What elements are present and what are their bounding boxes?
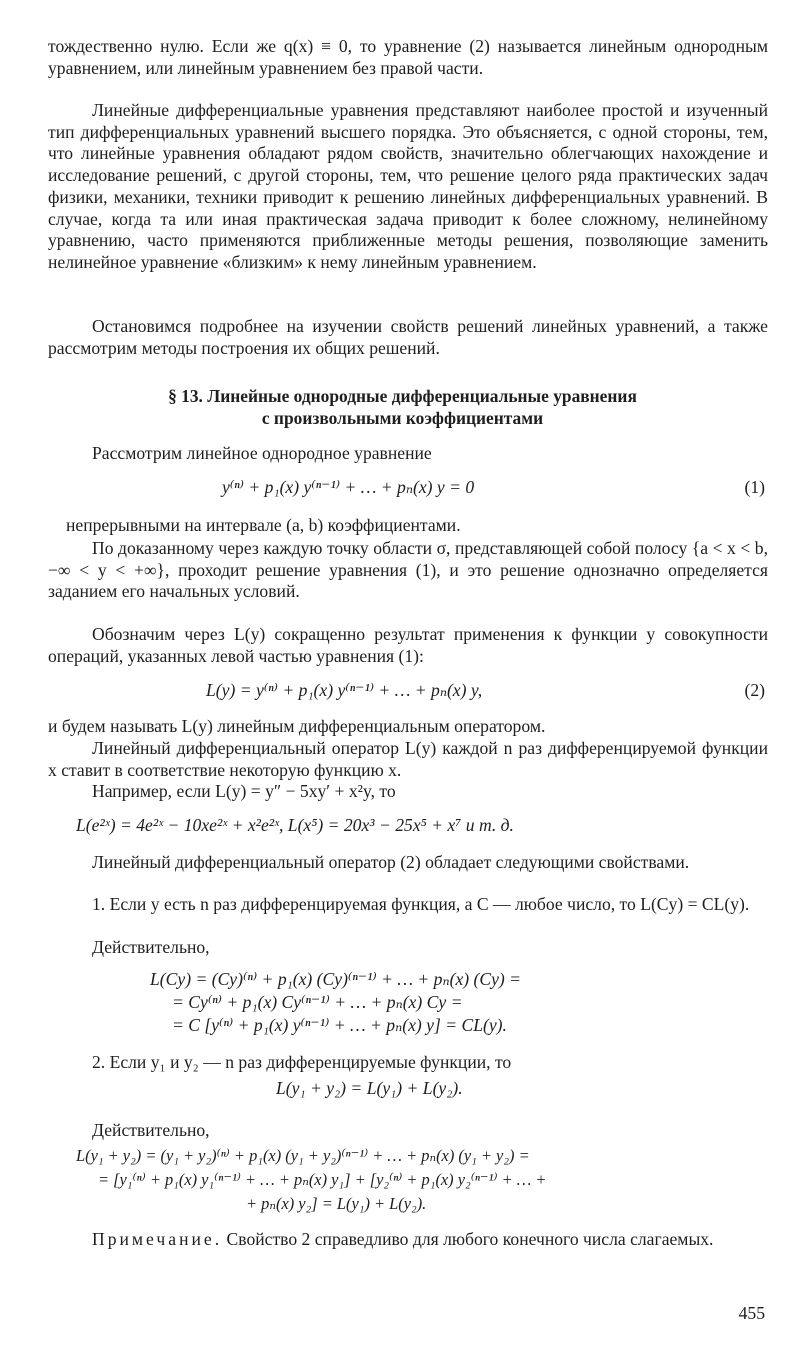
- proof-1-line-2: = Cy⁽ⁿ⁾ + p₁(x) Cy⁽ⁿ⁻¹⁾ + … + pₙ(x) Cy =: [172, 992, 463, 1012]
- indeed-line-2: Действительно,: [92, 1120, 210, 1140]
- equation-1-number: (1): [744, 477, 765, 497]
- paragraph-existence: По доказанному через каждую точку области σ, представляющей собой полосу {a < x < b, −∞ < y < +∞}, проходит решение уравнения (1), и это решение однозначно определяется заданием его начальных условий.: [48, 538, 768, 602]
- top-paragraph: тождественно нулю. Если же q(x) ≡ 0, то уравнение (2) называется линейным однородным уравнением, или линейным уравнением без правой части.: [48, 36, 768, 78]
- property-1: 1. Если y есть n раз дифференцируемая функция, а C — любое число, то L(Cy) = CL(y).: [92, 894, 750, 914]
- consider-line: Рассмотрим линейное однородное уравнение: [92, 443, 432, 463]
- section-heading-line-2: с произвольными коэффициентами: [261, 408, 544, 428]
- paragraph-operator-definition: Обозначим через L(y) сокращенно результат применения к функции y совокупности операций, указанных левой частью уравнения (1):: [48, 624, 768, 666]
- indeed-line-1: Действительно,: [92, 937, 210, 957]
- proof-2-line-3: + pₙ(x) y₂] = L(y₁) + L(y₂).: [246, 1194, 427, 1213]
- continuous-coefficients-line: непрерывными на интервале (a, b) коэффициентами.: [66, 515, 461, 535]
- property-2: 2. Если y₁ и y₂ — n раз дифференцируемые функции, то: [92, 1052, 512, 1072]
- proof-1-line-1: L(Cy) = (Cy)⁽ⁿ⁾ + p₁(x) (Cy)⁽ⁿ⁻¹⁾ + … + pₙ(x) (Cy) =: [150, 969, 522, 989]
- operator-naming-line: и будем называть L(y) линейным дифференциальным оператором.: [48, 716, 546, 736]
- operator-paragraph: Линейный дифференциальный оператор L(y) каждой n раз дифференцируемой функции x ставит в соответствие некоторую функцию x.: [48, 738, 768, 780]
- note-text: Свойство 2 справедливо для любого конечного числа слагаемых.: [226, 1229, 714, 1249]
- proof-2-line-2: = [y₁⁽ⁿ⁾ + p₁(x) y₁⁽ⁿ⁻¹⁾ + … + pₙ(x) y₁] + [y₂⁽ⁿ⁾ + p₁(x) y₂⁽ⁿ⁻¹⁾ + … +: [98, 1170, 547, 1189]
- proof-2-line-1: L(y₁ + y₂) = (y₁ + y₂)⁽ⁿ⁾ + p₁(x) (y₁ + y₂)⁽ⁿ⁻¹⁾ + … + pₙ(x) (y₁ + y₂) =: [76, 1146, 530, 1165]
- example-line: Например, если L(y) = y″ − 5xy′ + x²y, то: [92, 781, 396, 801]
- note-label: Примечание.: [92, 1229, 223, 1249]
- properties-intro: Линейный дифференциальный оператор (2) обладает следующими свойствами.: [92, 852, 690, 872]
- property-2-equation: L(y₁ + y₂) = L(y₁) + L(y₂).: [276, 1078, 463, 1098]
- proof-1-line-3: = C [y⁽ⁿ⁾ + p₁(x) y⁽ⁿ⁻¹⁾ + … + pₙ(x) y] = CL(y).: [172, 1015, 507, 1035]
- equation-1: y⁽ⁿ⁾ + p₁(x) y⁽ⁿ⁻¹⁾ + … + pₙ(x) y = 0: [222, 477, 475, 497]
- equation-2-number: (2): [744, 680, 765, 700]
- paragraph-linear-equations: Линейные дифференциальные уравнения представляют наиболее простой и изученный тип дифференциальных уравнений высшего порядка. Это объясняется, с одной стороны, тем, что линейные уравнения обладают рядом свойств, значительно облегчающих нахождение и исследование решений, с другой стороны, тем, что решение целого ряда практических задач физики, механики, техники приводит к решению линейных дифференциальных уравнений. В случае, когда та или иная практическая задача приводит к более сложному, нелинейному уравнению, часто применяются приближенные методы решения, позволяющие заменить нелинейное уравнение «близким» к нему линейным уравнением.: [48, 100, 768, 272]
- page-number: 455: [738, 1303, 765, 1323]
- section-heading-line-1: § 13. Линейные однородные дифференциальные уравнения: [168, 386, 637, 406]
- example-equation: L(e²ˣ) = 4e²ˣ − 10xe²ˣ + x²e²ˣ, L(x⁵) = 20x³ − 25x⁵ + x⁷ и т. д.: [76, 815, 514, 835]
- equation-2: L(y) = y⁽ⁿ⁾ + p₁(x) y⁽ⁿ⁻¹⁾ + … + pₙ(x) y,: [206, 680, 483, 700]
- note-paragraph: [48, 1229, 768, 1251]
- paragraph-properties-study: Остановимся подробнее на изучении свойств решений линейных уравнений, а также рассмотрим методы построения их общих решений.: [48, 316, 768, 358]
